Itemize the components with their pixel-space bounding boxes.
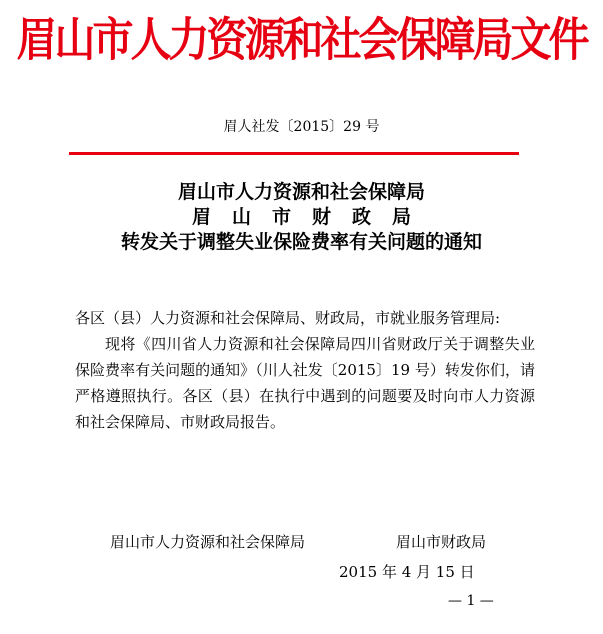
salutation: 各区（县）人力资源和社会保障局、财政局，市就业服务管理局:	[75, 309, 501, 327]
title-line-issuer-2: 眉山市财政局	[191, 206, 432, 228]
body-paragraph: 现将《四川省人力资源和社会保障局四川省财政厅关于调整失业保险费率有关问题的通知》（川人社发〔2015〕19 号）转发你们，请严格遵照执行。各区（县）在执行中遇到的问题要及时向市人力资源和社会保障局、市财政局报告。	[75, 335, 535, 431]
page-number: — 1 —	[448, 593, 494, 609]
title-line-issuer-1: 眉山市人力资源和社会保障局	[177, 181, 425, 203]
title-line-subject: 转发关于调整失业保险费率有关问题的通知	[120, 231, 482, 253]
signature-date: 2015 年 4 月 15 日	[339, 563, 475, 581]
red-divider-line	[69, 152, 519, 155]
document-number: 眉人社发〔2015〕29 号	[223, 119, 380, 135]
signature-org-hrss: 眉山市人力资源和社会保障局	[110, 533, 306, 551]
document-issuer-header: 眉山市人力资源和社会保障局文件	[16, 12, 587, 67]
signature-org-finance: 眉山市财政局	[396, 533, 487, 551]
notice-body	[75, 305, 535, 435]
notice-title	[0, 180, 603, 255]
